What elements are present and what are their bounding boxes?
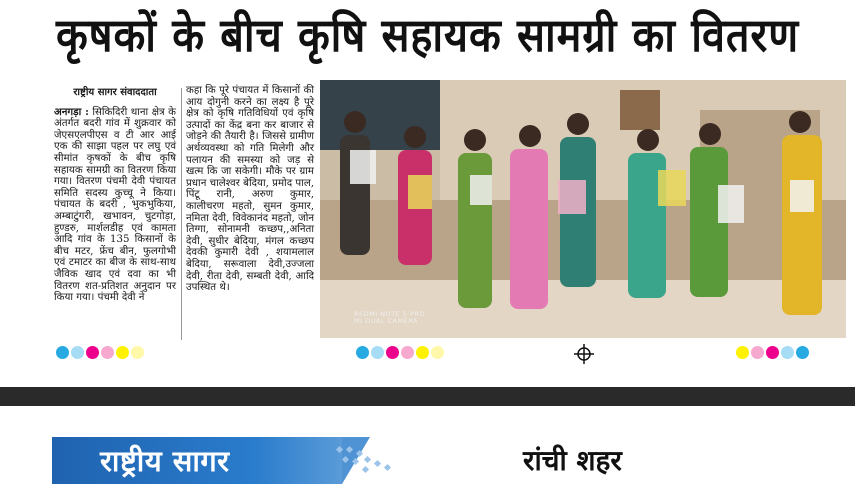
- register-dot: [796, 346, 809, 359]
- register-dot: [71, 346, 84, 359]
- register-dot: [766, 346, 779, 359]
- headline: कृषकों के बीच कृषि सहायक सामग्री का वितरण: [55, 8, 800, 62]
- register-dot: [56, 346, 69, 359]
- register-dot: [736, 346, 749, 359]
- register-dot: [86, 346, 99, 359]
- register-dot: [386, 346, 399, 359]
- section-title: रांची शहर: [523, 444, 622, 477]
- article-column-1: [54, 85, 176, 304]
- print-register-marks-middle: [356, 346, 444, 359]
- register-dot: [401, 346, 414, 359]
- article-column-2: [186, 85, 314, 294]
- paper-name: राष्ट्रीय सागर: [100, 444, 230, 478]
- dateline: अनगड़ा :: [54, 105, 89, 118]
- article-body-2: कहा कि पूरे पंचायत में किसानों की आय दोगुनी करने का लक्ष्य है पूरे क्षेत्र को कृषि गतिविधियों एवं कृषि उत्पादों का केंद्र बना कर बाजार से जोड़ने की तैयारी है। जिससे ग्रामीण अर्थव्यवस्था को गति मिलेगी और पलायन की समस्या को जड़ से खत्म कि जा सकेगी। मौके पर ग्राम प्रधान चालेश्वर बेदिया, प्रमोद पाल, पिंटू रानी, अरुण कुमार, कालीचरण महतो, सुमन कुमार, नमिता देवी, विवेकानंद महतो, जोन तिग्गा, सोनामनी कच्छप,,अनिता देवी, सुधीर बेदिया, मंगल कच्छप देवकी कुमारी देवी , शयामलाल बेदिया, सरूवाला देवी,उज्जला देवी, रीता देवी, सम्बती देवी, आदि उपस्थित थे।: [186, 85, 314, 294]
- crosshair-register-icon: [574, 344, 594, 364]
- page-break-band: [0, 387, 855, 406]
- register-dot: [416, 346, 429, 359]
- article-body-1: सिकिदिरी थाना क्षेत्र के अंतर्गत बदरी गांव में शुक्रवार को जेएसएलपीएस व टी आर आई एक की साझा पहल पर लघु एवं सीमांत कृषकों के बीच कृषि सहायक सामग्री का वितरण किया गया। वितरण पंचमी देवी पंचायत समिति सदस्य कुच्चू ने किया। पंचायत के बदरी , भुकभुकिया, अम्बाटुंगरी, खभावन, चुटगोड़ा, हुण्डरु, मार्शलडीह एवं कामता आदि गांव के 135 किसानों के बीच मटर, फ्रेंच बीन, फुलगोभी एवं टमाटर का बीज के साथ-साथ जैविक खाद एवं दवा का भी वितरण शत-प्रतिशत अनुदान पर किया गया। पंचमी देवी ने: [54, 106, 176, 304]
- print-register-marks-left: [56, 346, 144, 359]
- register-dot: [101, 346, 114, 359]
- register-dot: [356, 346, 369, 359]
- register-dot: [781, 346, 794, 359]
- register-dot: [131, 346, 144, 359]
- column-divider: [181, 88, 182, 340]
- register-dot: [116, 346, 129, 359]
- register-dot: [371, 346, 384, 359]
- register-dot: [751, 346, 764, 359]
- register-dot: [431, 346, 444, 359]
- byline: राष्ट्रीय सागर संवाददाता: [73, 87, 157, 98]
- decorative-dots-icon: [335, 445, 405, 475]
- camera-watermark: REDMI NOTE 5 PRO MI DUAL CAMERA: [354, 310, 426, 325]
- print-register-marks-right: [736, 346, 809, 359]
- news-photo: [320, 80, 846, 338]
